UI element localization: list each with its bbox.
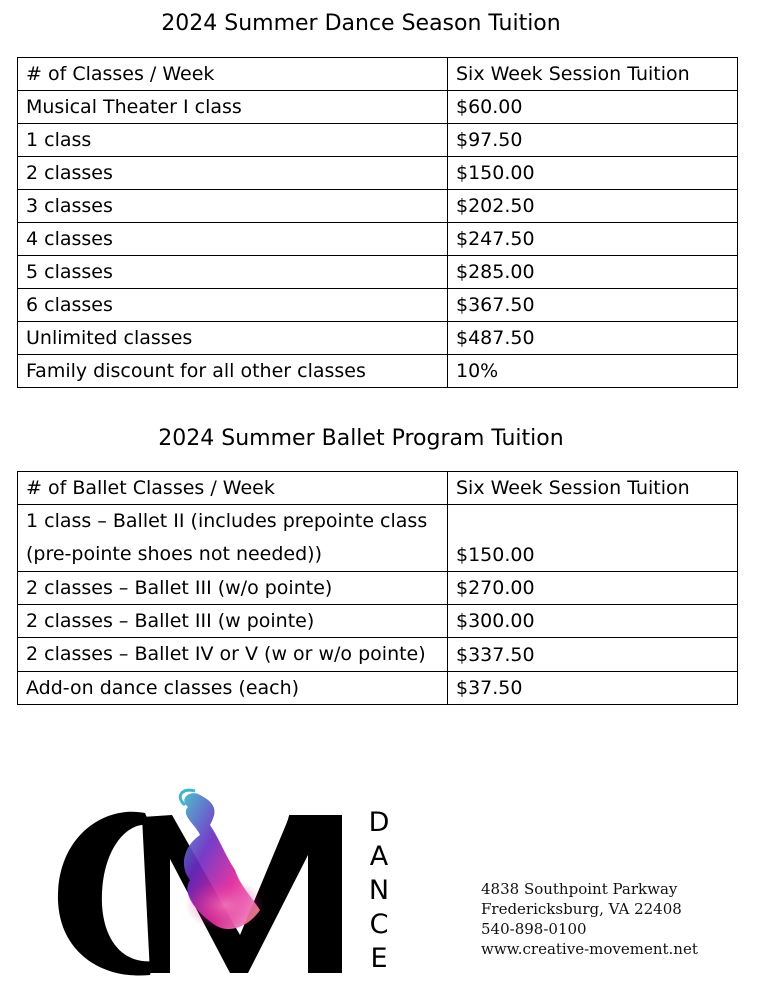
row-label: 2 classes – Ballet IV or V (w or w/o pointe) [18,638,448,672]
row-label: Add-on dance classes (each) [18,672,448,705]
table-row [18,505,738,572]
table-row [18,223,738,256]
row-price: $337.50 [448,638,738,672]
row-price: $487.50 [448,322,738,355]
column-header-classes: # of Ballet Classes / Week [18,472,448,505]
ballet-tuition-table [17,471,738,705]
season-tuition-table [17,57,738,388]
table-row [18,190,738,223]
logo-dance-word [364,806,394,976]
row-price: $270.00 [448,572,738,605]
row-label: 2 classes [18,157,448,190]
table-row [18,322,738,355]
row-price: $37.50 [448,672,738,705]
address-phone: 540-898-0100 [481,920,587,938]
table-row [18,289,738,322]
row-label: 1 class [18,124,448,157]
address-website[interactable]: www.creative-movement.net [481,940,698,958]
row-label: 5 classes [18,256,448,289]
row-price: $150.00 [448,157,738,190]
row-price: $300.00 [448,605,738,638]
logo-letter-c [58,812,154,976]
table-row [18,605,738,638]
logo-letter: N [368,875,390,906]
table-row [18,672,738,705]
logo-letter: A [369,841,389,872]
season-tuition-title: 2024 Summer Dance Season Tuition [161,11,561,36]
column-header-tuition: Six Week Session Tuition [448,472,738,505]
logo-letter: C [369,909,389,940]
column-header-tuition: Six Week Session Tuition [448,58,738,91]
row-label: 6 classes [18,289,448,322]
row-label: 2 classes – Ballet III (w pointe) [18,605,448,638]
logo-letter: D [368,807,390,838]
row-price: 10% [448,355,738,388]
row-price: $247.50 [448,223,738,256]
row-label: 4 classes [18,223,448,256]
row-label: Family discount for all other classes [18,355,448,388]
table-row [18,124,738,157]
logo-letter: E [370,943,388,974]
table-row [18,638,738,672]
row-price: $97.50 [448,124,738,157]
cm-dance-logo [50,785,390,985]
row-label: 2 classes – Ballet III (w/o pointe) [18,572,448,605]
row-label: Unlimited classes [18,322,448,355]
address-street: 4838 Southpoint Parkway [481,880,678,898]
table-row [18,572,738,605]
ballet-tuition-title: 2024 Summer Ballet Program Tuition [158,426,564,451]
row-price: $285.00 [448,256,738,289]
table-row [18,157,738,190]
table-row [18,256,738,289]
row-label: 3 classes [18,190,448,223]
row-price: $367.50 [448,289,738,322]
table-header-row [18,58,738,91]
row-price: $60.00 [448,91,738,124]
row-price: $150.00 [448,505,738,572]
row-label: Musical Theater I class [18,91,448,124]
column-header-classes: # of Classes / Week [18,58,448,91]
studio-address [481,879,698,959]
row-label: 1 class – Ballet II (includes prepointe class (pre-pointe shoes not needed)) [18,505,448,572]
table-row [18,91,738,124]
table-row [18,355,738,388]
row-price: $202.50 [448,190,738,223]
table-header-row [18,472,738,505]
address-city: Fredericksburg, VA 22408 [481,900,682,918]
